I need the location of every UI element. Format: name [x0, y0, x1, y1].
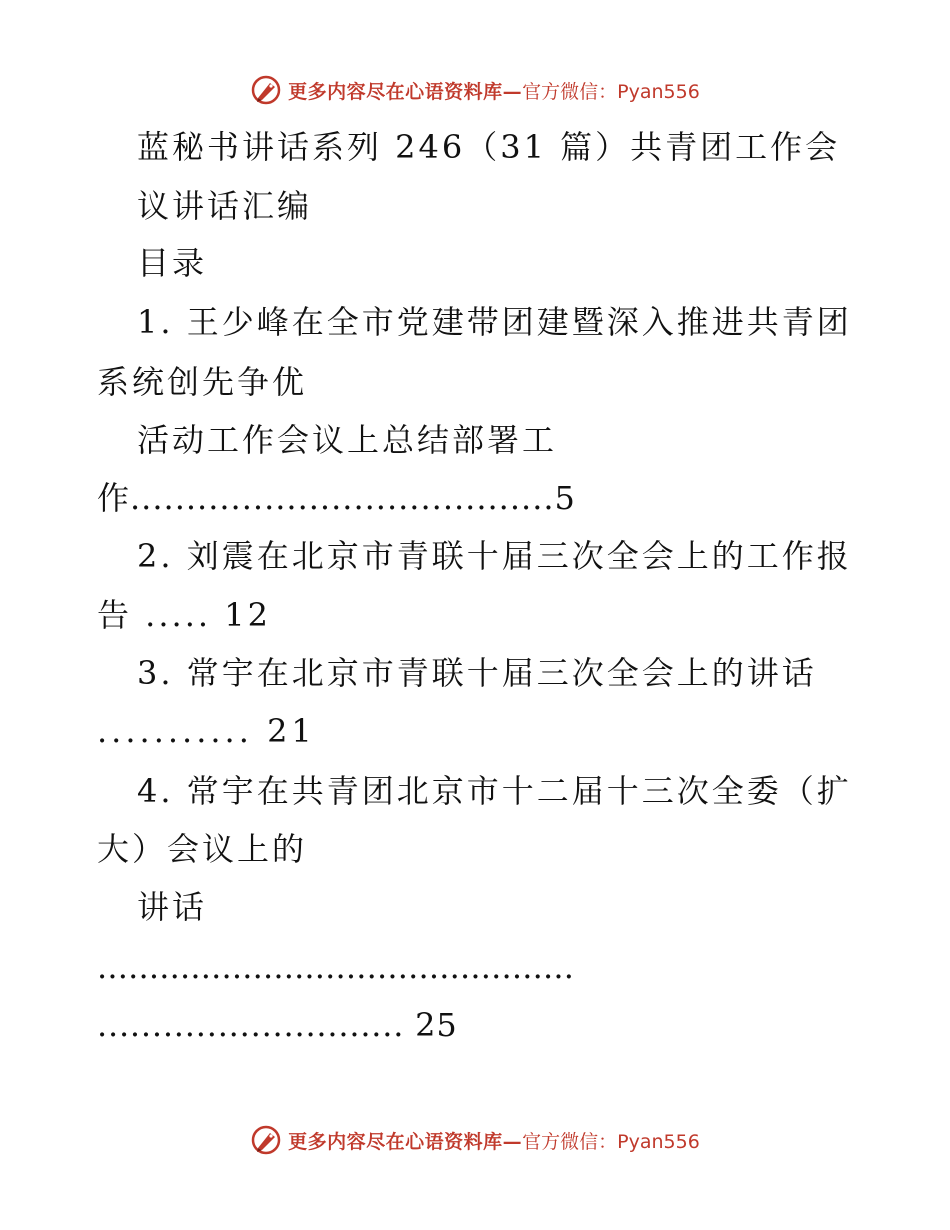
toc-heading: 目录	[137, 244, 208, 282]
toc-entry-4-line-1: 4. 常宇在共青团北京市十二届十三次全委（扩	[137, 772, 852, 810]
pen-nib-logo-icon	[250, 74, 282, 106]
banner-wechat: 官方微信：Pyan556	[522, 80, 700, 103]
footer-banner	[0, 1120, 950, 1160]
toc-entry-4-line-4: ..............................................	[97, 948, 575, 986]
pen-nib-logo-icon	[250, 1124, 282, 1156]
banner-wechat: 官方微信：Pyan556	[522, 1130, 700, 1153]
toc-entry-3-line-1: 3. 常宇在北京市青联十届三次全会上的讲话	[137, 654, 817, 692]
toc-entry-4-line-3: 讲话	[137, 888, 208, 926]
header-banner	[0, 70, 950, 110]
toc-entry-2-line-1: 2. 刘震在北京市青联十届三次全会上的工作报	[137, 537, 852, 575]
toc-entry-4-line-5: ............................ 25	[97, 1006, 458, 1044]
toc-entry-3-line-2: ........... 21	[97, 712, 316, 750]
document-title-line-2: 议讲话汇编	[137, 187, 313, 225]
toc-entry-1-line-2: 系统创先争优	[97, 363, 308, 401]
banner-text: 更多内容尽在心语资料库—	[288, 80, 523, 103]
toc-entry-2-line-2: 告 ..... 12	[97, 596, 271, 634]
banner-text: 更多内容尽在心语资料库—	[288, 1130, 523, 1153]
toc-entry-1-line-4: 作......................................5	[97, 479, 576, 517]
toc-entry-4-line-2: 大）会议上的	[97, 830, 308, 868]
document-title-line-1: 蓝秘书讲话系列 246（31 篇）共青团工作会	[137, 128, 841, 166]
toc-entry-1-line-1: 1. 王少峰在全市党建带团建暨深入推进共青团	[137, 303, 852, 341]
toc-entry-1-line-3: 活动工作会议上总结部署工	[137, 421, 558, 459]
